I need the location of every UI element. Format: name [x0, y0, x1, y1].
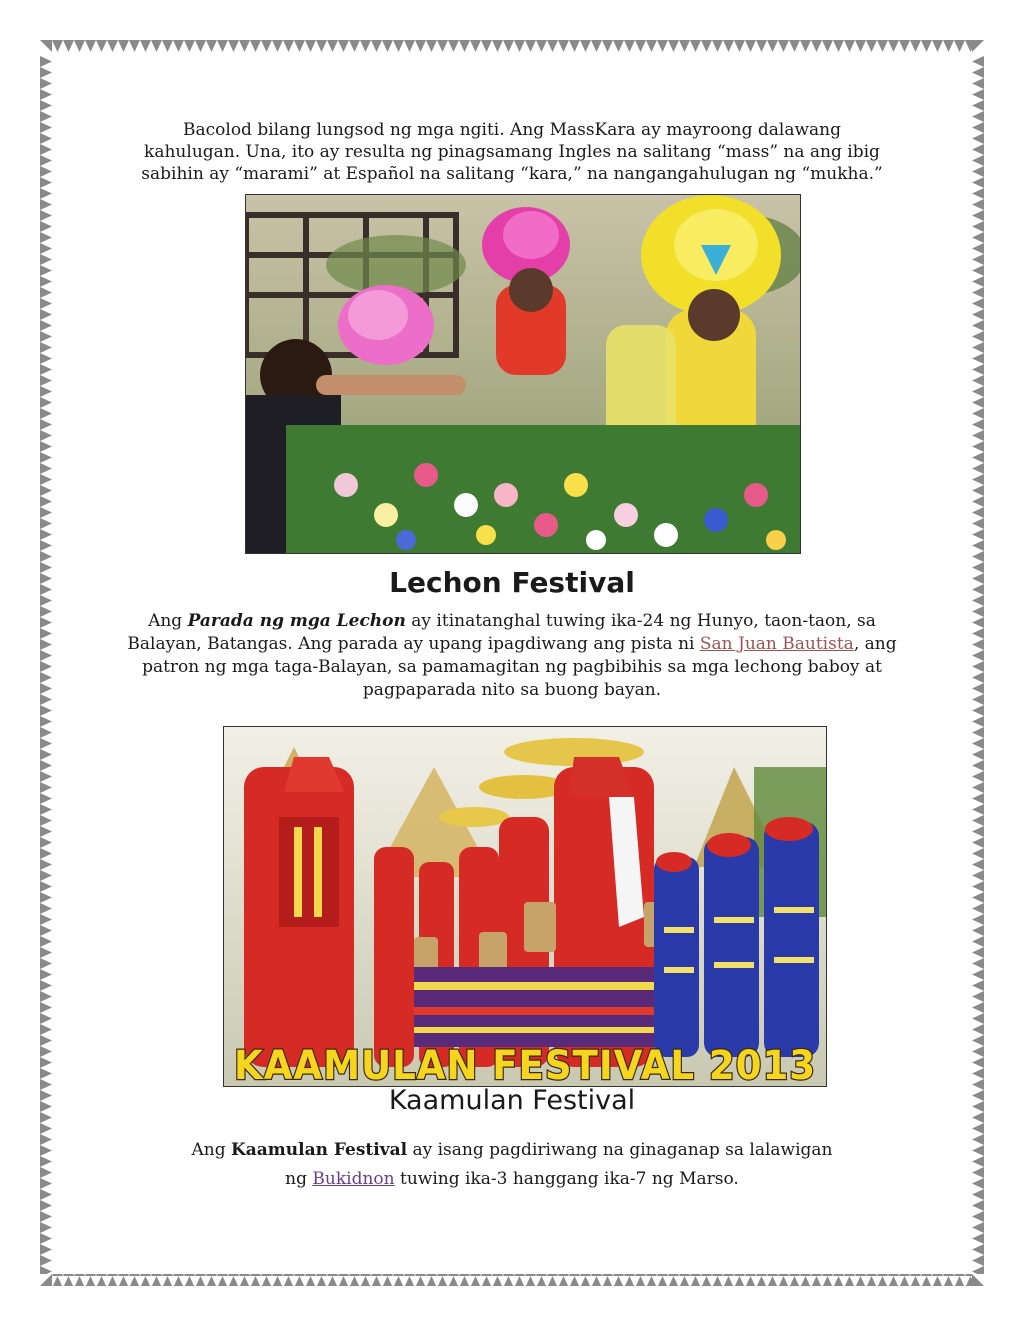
- lechon-intro: Ang: [148, 611, 188, 631]
- lechon-text-2: , ang patron ng mga taga-Balayan, sa pamamagitan ng pagbibihis sa mga lechong baboy at pagpaparada nito sa buong bayan.: [142, 634, 897, 700]
- kaamulan-banner-text: KAAMULAN FESTIVAL 2013: [234, 1043, 816, 1086]
- lechon-paragraph: [115, 610, 909, 702]
- bukidnon-link[interactable]: Bukidnon: [312, 1169, 395, 1189]
- lechon-festival-heading: Lechon Festival: [389, 566, 635, 599]
- masskara-line-1: Bacolod bilang lungsod ng mga ngiti. Ang MassKara ay mayroong dalawang: [183, 120, 841, 140]
- lechon-text-1: ay itinatanghal tuwing ika-24 ng Hunyo, taon-taon, sa Balayan, Batangas. Ang parada ay upang ipagdiwang ang pista ni: [127, 611, 876, 654]
- kaamulan-photo: [223, 726, 827, 1087]
- kaamulan-line-1: [115, 1136, 909, 1165]
- masskara-line-2: kahulugan. Una, ito ay resulta ng pinagsamang Ingles na salitang “mass” na ang ibig: [144, 142, 880, 162]
- kaamulan-festival-heading: Kaamulan Festival: [388, 1085, 636, 1116]
- kaamulan-text-2-post: tuwing ika-3 hanggang ika-7 ng Marso.: [394, 1169, 739, 1189]
- kaamulan-intro: Ang: [191, 1140, 231, 1160]
- kaamulan-line-2: [115, 1165, 909, 1194]
- kaamulan-text-2-pre: ng: [285, 1169, 313, 1189]
- masskara-paragraph: [115, 119, 909, 185]
- parada-ng-mga-lechon: Parada ng mga Lechon: [187, 611, 406, 631]
- kaamulan-festival-bold: Kaamulan Festival: [230, 1140, 408, 1160]
- san-juan-bautista-link[interactable]: San Juan Bautista: [699, 634, 854, 654]
- masskara-photo: [245, 194, 801, 554]
- kaamulan-text-1: ay isang pagdiriwang na ginaganap sa lalawigan: [407, 1140, 833, 1160]
- kaamulan-paragraph: [115, 1136, 909, 1194]
- masskara-line-3: sabihin ay “marami” at Español na salitang “kara,” na nangangahulugan ng “mukha.”: [141, 164, 883, 184]
